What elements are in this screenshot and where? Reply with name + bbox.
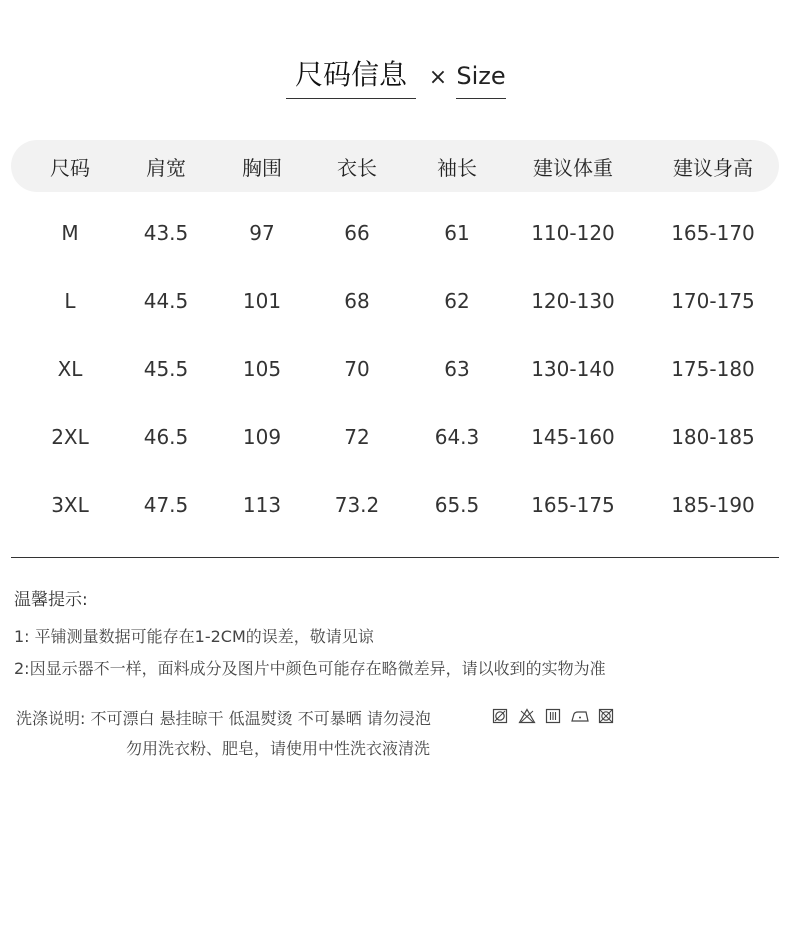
cell-sleeve: 62 (444, 289, 470, 313)
cell-height: 165-170 (671, 221, 755, 245)
cell-weight: 145-160 (531, 425, 615, 449)
care-icons (490, 708, 620, 728)
no-tumble-dry-icon (492, 708, 508, 724)
cell-size: L (64, 289, 76, 313)
table-row (0, 417, 790, 457)
title-times-symbol: × (428, 65, 448, 90)
cell-length: 70 (344, 357, 370, 381)
cell-chest: 109 (242, 425, 282, 449)
cell-height: 185-190 (671, 493, 755, 517)
wash-instructions: 洗涤说明: 不可漂白 悬挂晾干 低温熨烫 不可暴晒 请勿浸泡 (16, 709, 431, 728)
no-bleach-icon (518, 708, 536, 724)
cell-weight: 130-140 (531, 357, 615, 381)
cell-shoulder: 46.5 (143, 425, 189, 449)
cell-shoulder: 45.5 (143, 357, 189, 381)
header-height: 建议身高 (673, 156, 753, 180)
tip-measurement: 1: 平铺测量数据可能存在1-2CM的误差，敬请见谅 (14, 627, 374, 646)
cell-chest: 97 (249, 221, 275, 245)
cell-size: 3XL (51, 493, 89, 517)
cell-sleeve: 63 (444, 357, 470, 381)
cell-weight: 110-120 (531, 221, 615, 245)
cell-sleeve: 61 (444, 221, 470, 245)
header-shoulder: 肩宽 (146, 156, 186, 180)
header-size: 尺码 (50, 156, 90, 180)
cell-length: 68 (344, 289, 370, 313)
header-chest: 胸围 (242, 156, 282, 180)
cell-shoulder: 43.5 (143, 221, 189, 245)
cell-height: 170-175 (671, 289, 755, 313)
header-weight: 建议体重 (533, 156, 613, 180)
cell-length: 66 (344, 221, 370, 245)
cell-size: M (61, 221, 79, 245)
tips-title: 温馨提示: (14, 590, 88, 610)
cell-height: 180-185 (671, 425, 755, 449)
wash-detergent-note: 勿用洗衣粉、肥皂，请使用中性洗衣液清洗 (126, 739, 431, 758)
table-row (0, 349, 790, 389)
no-dry-clean-icon (598, 708, 614, 724)
table-row (0, 281, 790, 321)
title-english: Size (456, 56, 506, 99)
cell-sleeve: 64.3 (434, 425, 480, 449)
cell-height: 175-180 (671, 357, 755, 381)
header-sleeve: 袖长 (437, 156, 477, 180)
cell-weight: 165-175 (531, 493, 615, 517)
size-title (0, 56, 790, 100)
table-divider (11, 557, 779, 558)
cell-weight: 120-130 (531, 289, 615, 313)
cell-length: 72 (344, 425, 370, 449)
cell-chest: 113 (242, 493, 282, 517)
cell-chest: 101 (242, 289, 282, 313)
header-length: 衣长 (337, 156, 377, 180)
cell-size: 2XL (51, 425, 89, 449)
cell-length: 73.2 (334, 493, 380, 517)
cell-sleeve: 65.5 (434, 493, 480, 517)
tip-color: 2:因显示器不一样，面料成分及图片中颜色可能存在略微差异，请以收到的实物为准 (14, 659, 606, 678)
table-row (0, 213, 790, 253)
cell-size: XL (57, 357, 83, 381)
cell-shoulder: 47.5 (143, 493, 189, 517)
line-dry-icon (545, 708, 561, 724)
cell-chest: 105 (242, 357, 282, 381)
cell-shoulder: 44.5 (143, 289, 189, 313)
title-chinese: 尺码信息 (286, 56, 416, 99)
table-row (0, 485, 790, 525)
low-iron-icon (570, 708, 590, 724)
